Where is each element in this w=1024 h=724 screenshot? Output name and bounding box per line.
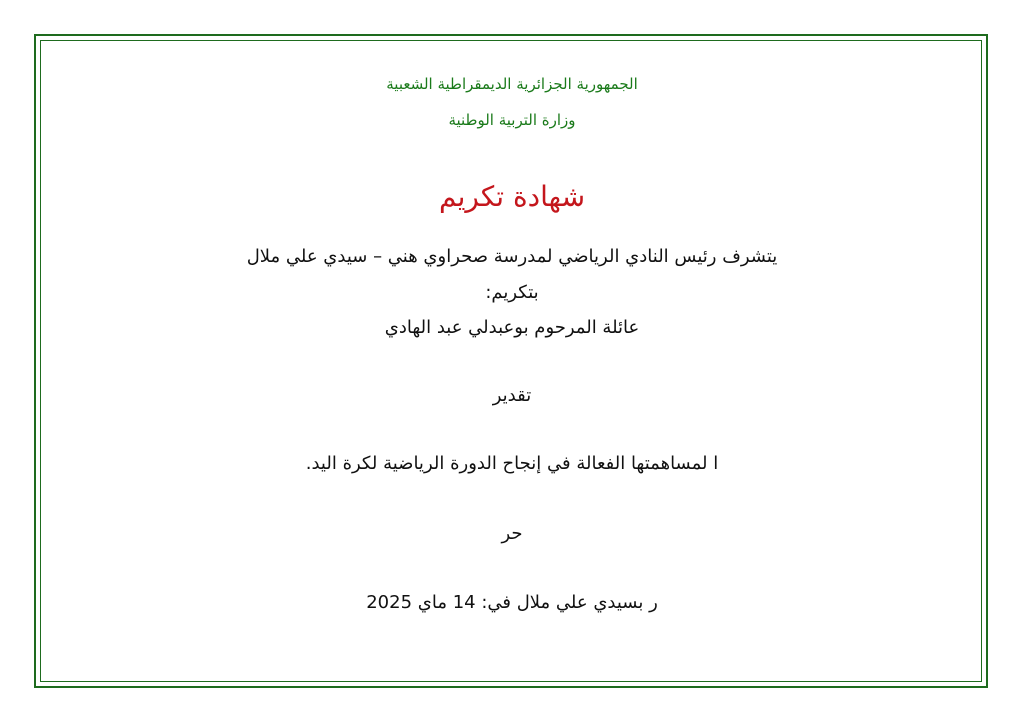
appreciation-text: تقدير — [492, 385, 532, 406]
honoree-name: عائلة المرحوم بوعبدلي عبد الهادي — [384, 317, 640, 338]
place-date-text: ر بسيدي علي ملال في: 14 ماي 2025 — [366, 592, 658, 613]
country-heading: الجمهورية الجزائرية الديمقراطية الشعبية — [386, 75, 638, 93]
ministry-heading: وزارة التربية الوطنية — [448, 111, 576, 129]
intro-text: يتشرف رئيس النادي الرياضي لمدرسة صحراوي هني – سيدي علي ملال — [246, 246, 778, 267]
reason-text: ا لمساهمتها الفعالة في إنجاح الدورة الرياضية لكرة اليد. — [305, 453, 719, 474]
honor-label: بتكريم: — [485, 282, 539, 303]
text-fragment: حر — [501, 523, 523, 544]
certificate-title: شهادة تكريم — [438, 180, 586, 213]
inner-border — [40, 40, 982, 682]
